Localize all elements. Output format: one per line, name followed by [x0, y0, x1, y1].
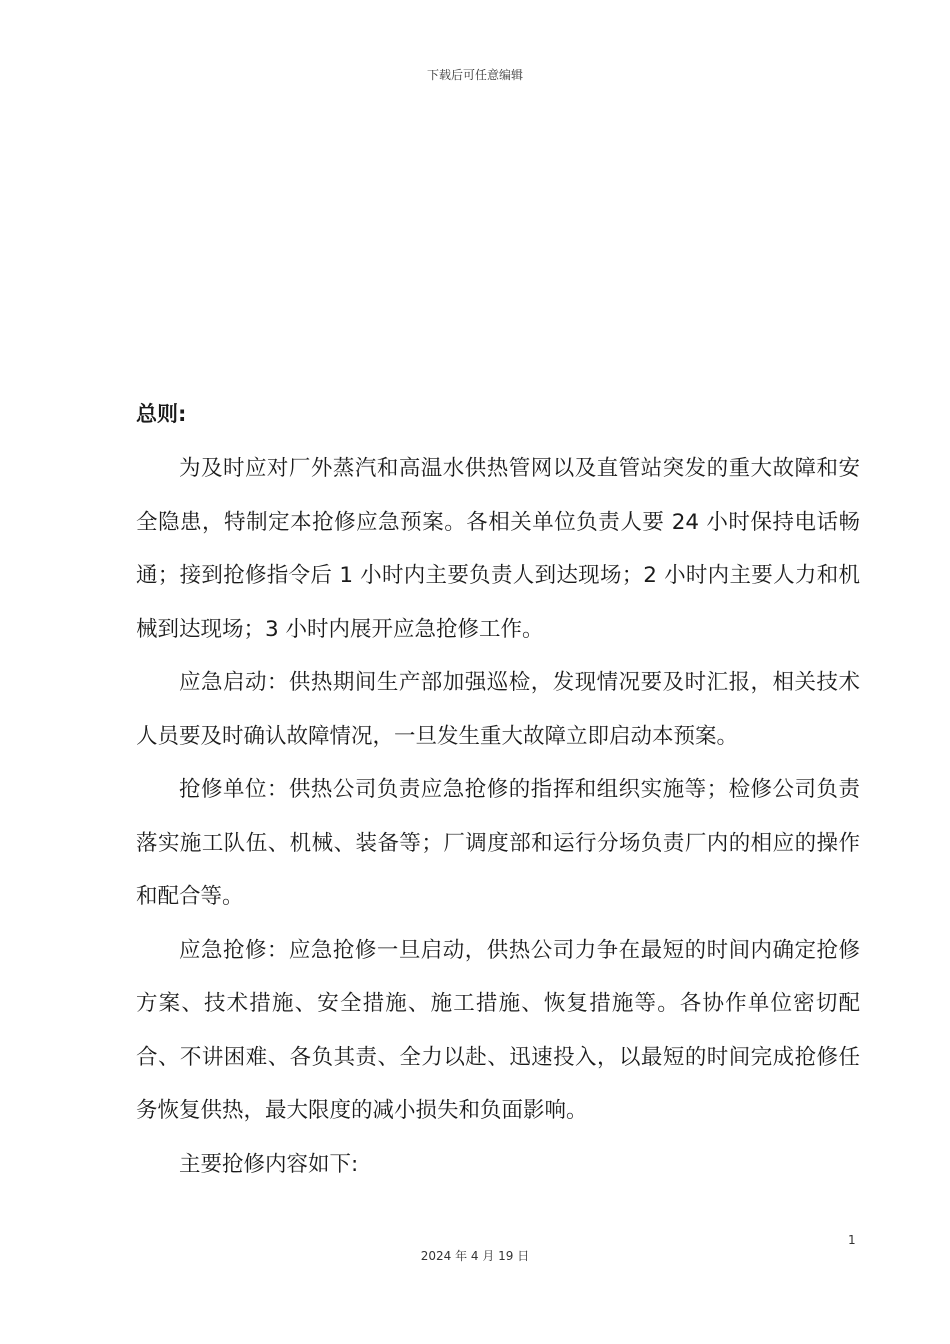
section-title: 总则: — [136, 402, 187, 426]
page-header: 下载后可任意编辑 — [426, 68, 523, 82]
paragraph-emergency-repair: 应急抢修：应急抢修一旦启动，供热公司力争在最短的时间内确定抢修方案、技术措施、安全措施、施工措施、恢复措施等。各协作单位密切配合、不讲困难、各负其责、全力以赴、迅速投入，以最短的时间完成抢修任务恢复供热，最大限度的减小损失和负面影响。 — [136, 937, 860, 1123]
paragraph-emergency-start: 应急启动：供热期间生产部加强巡检，发现情况要及时汇报，相关技术人员要及时确认故障情况，一旦发生重大故障立即启动本预案。 — [136, 670, 860, 749]
paragraph-intro: 为及时应对厂外蒸汽和高温水供热管网以及直管站突发的重大故障和安全隐患，特制定本抢修应急预案。各相关单位负责人要 24 小时保持电话畅通；接到抢修指令后 1 小时内主要负责人到达现场；2 小时内主要人力和机械到达现场；3 小时内展开应急抢修工作。 — [136, 456, 860, 642]
document-body — [136, 388, 860, 1191]
page-footer-date: 2024 年 4 月 19 日 — [420, 1249, 530, 1263]
paragraph-main-repair-content: 主要抢修内容如下: — [179, 1151, 359, 1177]
paragraph-repair-units: 抢修单位：供热公司负责应急抢修的指挥和组织实施等；检修公司负责落实施工队伍、机械、装备等；厂调度部和运行分场负责厂内的相应的操作和配合等。 — [136, 777, 860, 909]
page-number: 1 — [848, 1233, 856, 1247]
